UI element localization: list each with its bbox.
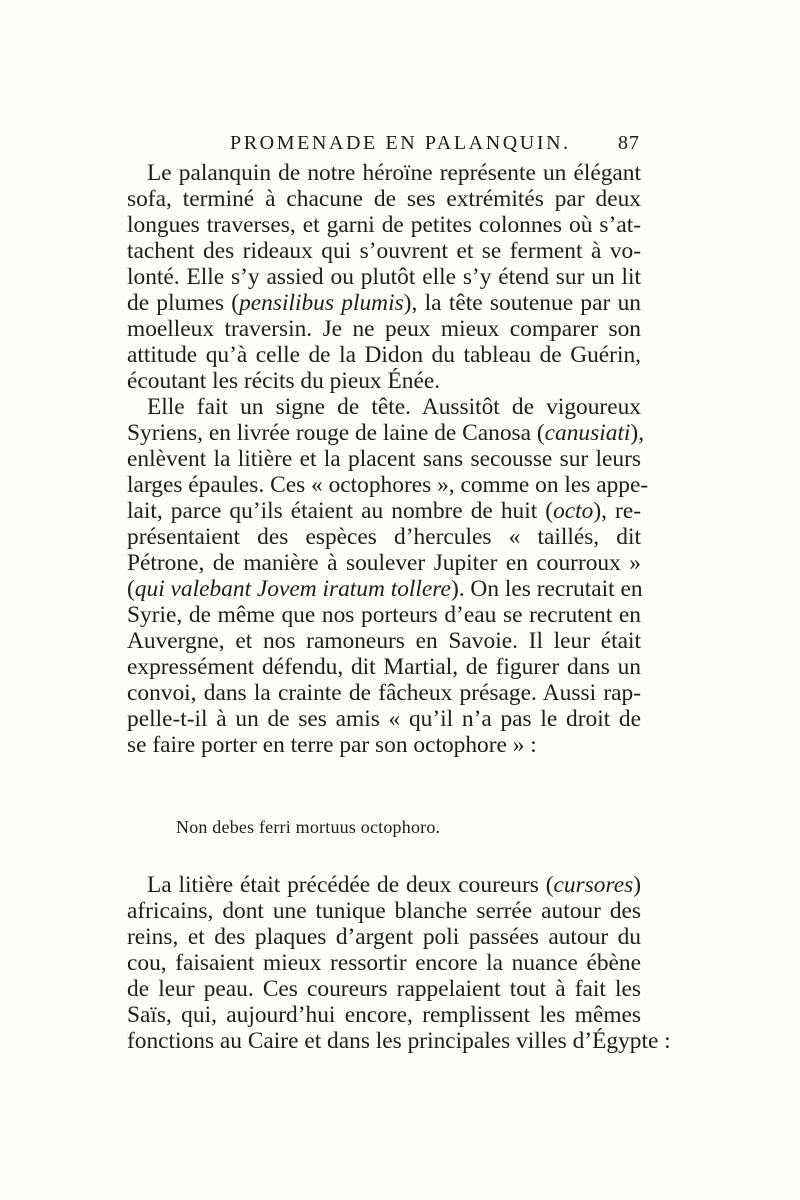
text-line: sofa, terminé à chacune de ses extrémités par deux [127,186,641,212]
running-head [150,130,640,160]
latin-term: pensilibus plumis [239,290,404,316]
text-line: La litière était précédée de deux coureurs (cursores) [147,872,641,898]
text-line: Auvergne, et nos ramoneurs en Savoie. Il leur était [127,628,641,654]
text-line: longues traverses, et garni de petites colonnes où s’at- [127,212,641,238]
text-line: Elle fait un signe de tête. Aussitôt de vigoureux [147,394,641,420]
text-line: lonté. Elle s’y assied ou plutôt elle s’y étend sur un lit [127,264,641,290]
running-title: PROMENADE EN PALANQUIN. [230,132,571,154]
main-text-continued [127,872,671,1054]
text-line: fonctions au Caire et dans les principales villes d’Égypte : [127,1028,671,1054]
text-line: expressément défendu, dit Martial, de figurer dans un [127,654,641,680]
text-line: écoutant les récits du pieux Énée. [127,368,441,394]
text-line: se faire porter en terre par son octophore » : [127,732,537,758]
text-line: présentaient des espèces d’hercules « taillés, dit [127,524,641,550]
text-line: africains, dont une tunique blanche serrée autour des [127,898,641,924]
text-line: enlèvent la litière et la placent sans secousse sur leurs [127,446,641,472]
text-line: pelle-t-il à un de ses amis « qu’il n’a pas le droit de [127,706,641,732]
text-line: de leur peau. Ces coureurs rappelaient tout à fait les [127,976,641,1002]
latin-term: cursores [553,872,634,898]
text-line: lait, parce qu’ils étaient au nombre de huit (octo), re- [127,498,641,524]
text-line: tachent des rideaux qui s’ouvrent et se ferment à vo- [127,238,641,264]
text-line: Saïs, qui, aujourd’hui encore, remplissent les mêmes [127,1002,641,1028]
text-line: larges épaules. Ces « octophores », comme on les appe- [127,472,649,498]
text-line: convoi, dans la crainte de fâcheux présage. Aussi rap- [127,680,641,706]
latin-quotation: Non debes ferri mortuus octophoro. [176,817,441,837]
text-line: Syriens, en livrée rouge de laine de Canosa (canusiati), [127,420,645,446]
text-line: cou, faisaient mieux ressortir encore la nuance ébène [127,950,641,976]
page-number: 87 [618,132,640,154]
text-line: de plumes (pensilibus plumis), la tête soutenue par un [127,290,641,316]
text-line: moelleux traversin. Je ne peux mieux comparer son [127,316,641,342]
main-text [127,160,649,758]
text-line: Le palanquin de notre héroïne représente un élégant [147,160,641,186]
text-line: (qui valebant Jovem iratum tollere). On les recrutait en [127,576,643,602]
latin-term: octo [553,498,594,524]
latin-term: canusiati [544,420,631,446]
text-line: Syrie, de même que nos porteurs d’eau se recrutent en [127,602,641,628]
latin-term: qui valebant Jovem iratum tollere [134,576,451,602]
text-line: reins, et des plaques d’argent poli passées autour du [127,924,641,950]
text-line: attitude qu’à celle de la Didon du tableau de Guérin, [127,342,641,368]
text-line: Pétrone, de manière à soulever Jupiter en courroux » [127,550,641,576]
